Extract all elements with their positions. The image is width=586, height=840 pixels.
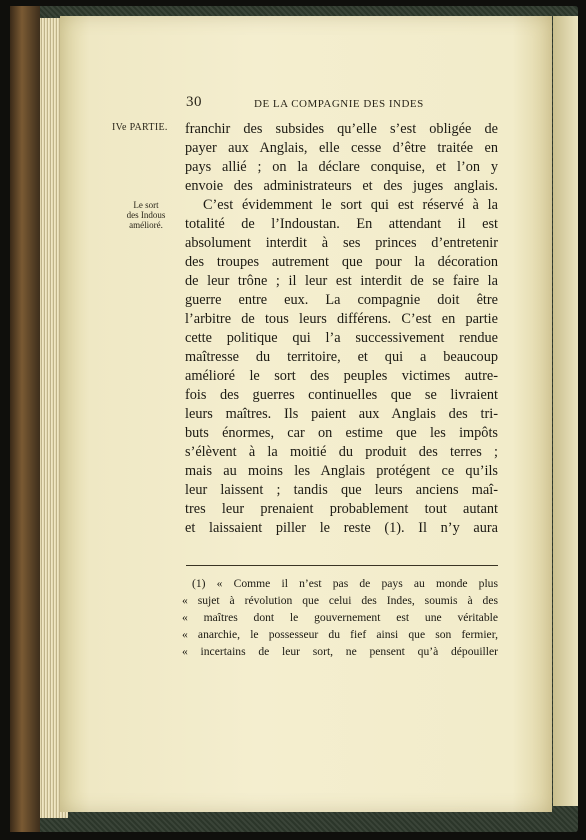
body-text — [185, 120, 498, 538]
text-line: totalité de l’Indoustan. En attendant il est — [185, 216, 498, 232]
book-spine-edge — [10, 6, 40, 832]
text-line: leur laissent ; tandis que leurs anciens maî- — [185, 482, 498, 498]
text-line: maîtresse du territoire, et qui a beaucoup — [185, 349, 498, 365]
footnote-line: « sujet à révolution que celui des Indes, soumis à des — [182, 594, 498, 607]
text-line: guerre entre eux. La compagnie doit être — [185, 292, 498, 308]
text-line: tres leur prenaient probablement tout autant — [185, 501, 498, 517]
sidenote-line: des Indous — [126, 210, 166, 220]
footnote-line: « anarchie, le possesseur du fief ainsi que son fermier, — [182, 628, 498, 641]
footnotes — [182, 575, 498, 660]
text-line: payer aux Anglais, elle cesse d’être traitée en — [185, 140, 498, 156]
sidenote-line: Le sort — [133, 200, 159, 210]
text-line: l’arbitre de tous leurs différens. C’est en partie — [185, 311, 498, 327]
text-line: pays allié ; on la déclare conquise, et l’on y — [185, 159, 498, 175]
footnote-line: « incertains de leur sort, ne pensent qu’à dépouiller — [182, 645, 498, 658]
text-line: mais au moins les Anglais protégent ce qu’ils — [185, 463, 498, 479]
text-line: franchir des subsides qu’elle s’est obligée de — [185, 121, 498, 137]
text-line: C’est évidemment le sort qui est réservé à la — [203, 197, 498, 213]
facing-page-edge — [553, 16, 578, 806]
margin-sidenote — [118, 200, 174, 230]
text-line: leurs maîtres. Ils paient aux Anglais des tri- — [185, 406, 498, 422]
footnote-line: « maîtres dont le gouvernement est une véritable — [182, 611, 498, 624]
text-line: et laissaient piller le reste (1). Il n’y aura — [185, 520, 498, 536]
page-number: 30 — [186, 94, 202, 110]
text-line: s’élèvent à la moitié du produit des terres ; — [185, 444, 498, 460]
running-title: DE LA COMPAGNIE DES INDES — [254, 98, 424, 110]
text-line: cette politique qui l’a successivement rendue — [185, 330, 498, 346]
footnote-line: (1) « Comme il n’est pas de pays au monde plus — [192, 577, 498, 590]
text-line: fois des guerres continuelles que se livraient — [185, 387, 498, 403]
text-line: envoie des administrateurs et des juges anglais. — [185, 178, 498, 194]
text-line: des troupes autrement que pour la décoration — [185, 254, 498, 270]
footnote-rule — [186, 565, 498, 566]
text-line: amélioré le sort des peuples victimes autre- — [185, 368, 498, 384]
text-line: buts énormes, car on estime que les impôts — [185, 425, 498, 441]
text-line: absolument interdit à ses princes d’entretenir — [185, 235, 498, 251]
part-label: IVe PARTIE. — [112, 122, 168, 133]
text-line: de leur trône ; il leur est interdit de se faire la — [185, 273, 498, 289]
sidenote-line: amélioré. — [129, 220, 163, 230]
